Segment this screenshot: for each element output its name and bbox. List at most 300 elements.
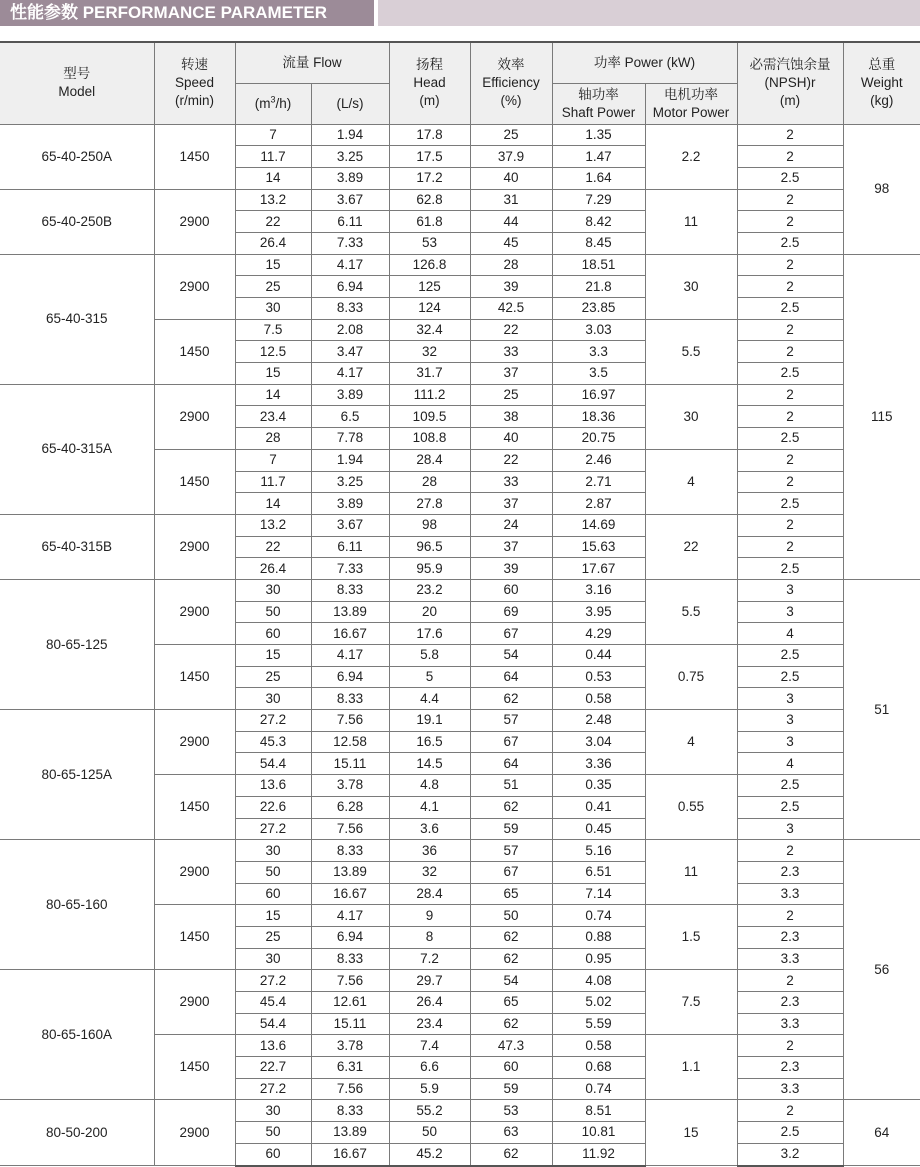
col-header-model: 型号 Model [0, 42, 154, 124]
npsh-cell: 2 [737, 189, 843, 211]
shaft-power-cell: 2.87 [552, 493, 645, 515]
shaft-power-cell: 14.69 [552, 514, 645, 536]
model-cell: 80-65-160A [0, 970, 154, 1100]
motor-power-cell: 5.5 [645, 319, 737, 384]
weight-cell: 98 [843, 124, 920, 254]
npsh-cell: 2.5 [737, 666, 843, 688]
npsh-cell: 2 [737, 384, 843, 406]
npsh-cell: 2 [737, 319, 843, 341]
head-cell: 20 [389, 601, 470, 623]
shaft-power-cell: 3.04 [552, 731, 645, 753]
flow-ls-cell: 7.56 [311, 1078, 389, 1100]
npsh-cell: 4 [737, 623, 843, 645]
efficiency-cell: 67 [470, 731, 552, 753]
flow-ls-cell: 3.67 [311, 514, 389, 536]
shaft-power-cell: 8.45 [552, 232, 645, 254]
speed-cell: 2900 [154, 970, 235, 1035]
speed-cell: 2900 [154, 1100, 235, 1166]
table-row [0, 384, 920, 406]
head-cell: 8 [389, 926, 470, 948]
npsh-cell: 2.3 [737, 1057, 843, 1079]
npsh-cell: 2.5 [737, 167, 843, 189]
head-cell: 5.9 [389, 1078, 470, 1100]
head-cell: 62.8 [389, 189, 470, 211]
speed-cell: 2900 [154, 514, 235, 579]
efficiency-cell: 64 [470, 753, 552, 775]
efficiency-cell: 69 [470, 601, 552, 623]
npsh-cell: 2.5 [737, 493, 843, 515]
col-header-flow-ls: (L/s) [311, 83, 389, 124]
flow-m3h-cell: 27.2 [235, 818, 311, 840]
head-cell: 7.4 [389, 1035, 470, 1057]
head-cell: 23.2 [389, 579, 470, 601]
flow-ls-cell: 13.89 [311, 601, 389, 623]
speed-cell: 1450 [154, 905, 235, 970]
speed-cell: 1450 [154, 775, 235, 840]
npsh-cell: 3.3 [737, 883, 843, 905]
npsh-cell: 3.3 [737, 1078, 843, 1100]
shaft-power-cell: 20.75 [552, 428, 645, 450]
shaft-power-cell: 1.47 [552, 146, 645, 168]
npsh-cell: 2 [737, 341, 843, 363]
shaft-power-cell: 17.67 [552, 558, 645, 580]
head-cell: 28.4 [389, 883, 470, 905]
shaft-power-cell: 0.45 [552, 818, 645, 840]
efficiency-cell: 45 [470, 232, 552, 254]
efficiency-cell: 62 [470, 1143, 552, 1165]
table-row [0, 579, 920, 601]
head-cell: 53 [389, 232, 470, 254]
flow-ls-cell: 16.67 [311, 883, 389, 905]
efficiency-cell: 37 [470, 536, 552, 558]
npsh-cell: 2 [737, 471, 843, 493]
flow-m3h-cell: 27.2 [235, 1078, 311, 1100]
flow-m3h-cell: 30 [235, 840, 311, 862]
model-cell: 80-50-200 [0, 1100, 154, 1166]
flow-ls-cell: 8.33 [311, 1100, 389, 1122]
flow-ls-cell: 1.94 [311, 449, 389, 471]
shaft-power-cell: 21.8 [552, 276, 645, 298]
shaft-power-cell: 3.16 [552, 579, 645, 601]
npsh-cell: 2.5 [737, 645, 843, 667]
table-row [0, 254, 920, 276]
shaft-power-cell: 0.68 [552, 1057, 645, 1079]
flow-ls-cell: 4.17 [311, 254, 389, 276]
shaft-power-cell: 0.41 [552, 796, 645, 818]
flow-ls-cell: 13.89 [311, 861, 389, 883]
flow-m3h-cell: 45.4 [235, 992, 311, 1014]
head-cell: 29.7 [389, 970, 470, 992]
table-row [0, 189, 920, 211]
flow-m3h-cell: 22 [235, 536, 311, 558]
flow-m3h-cell: 7.5 [235, 319, 311, 341]
efficiency-cell: 40 [470, 428, 552, 450]
flow-m3h-cell: 22 [235, 211, 311, 233]
flow-ls-cell: 3.47 [311, 341, 389, 363]
flow-m3h-cell: 26.4 [235, 558, 311, 580]
head-cell: 61.8 [389, 211, 470, 233]
npsh-cell: 2 [737, 536, 843, 558]
table-row [0, 970, 920, 992]
flow-m3h-cell: 13.6 [235, 1035, 311, 1057]
flow-ls-cell: 7.33 [311, 232, 389, 254]
head-cell: 98 [389, 514, 470, 536]
flow-m3h-cell: 27.2 [235, 970, 311, 992]
efficiency-cell: 64 [470, 666, 552, 688]
weight-cell: 115 [843, 254, 920, 579]
efficiency-cell: 65 [470, 992, 552, 1014]
shaft-power-cell: 10.81 [552, 1122, 645, 1144]
npsh-cell: 3.2 [737, 1143, 843, 1165]
section-banner [0, 0, 920, 26]
head-cell: 31.7 [389, 363, 470, 385]
head-cell: 5 [389, 666, 470, 688]
flow-m3h-cell: 13.6 [235, 775, 311, 797]
head-cell: 125 [389, 276, 470, 298]
flow-ls-cell: 12.61 [311, 992, 389, 1014]
efficiency-cell: 62 [470, 1013, 552, 1035]
flow-ls-cell: 8.33 [311, 688, 389, 710]
flow-ls-cell: 4.17 [311, 645, 389, 667]
col-header-efficiency: 效率 Efficiency (%) [470, 42, 552, 124]
flow-m3h-cell: 15 [235, 905, 311, 927]
head-cell: 4.8 [389, 775, 470, 797]
head-cell: 17.5 [389, 146, 470, 168]
efficiency-cell: 62 [470, 688, 552, 710]
shaft-power-cell: 5.16 [552, 840, 645, 862]
head-cell: 109.5 [389, 406, 470, 428]
head-cell: 7.2 [389, 948, 470, 970]
flow-ls-cell: 6.11 [311, 536, 389, 558]
npsh-cell: 2.5 [737, 428, 843, 450]
flow-m3h-cell: 30 [235, 1100, 311, 1122]
flow-m3h-cell: 28 [235, 428, 311, 450]
flow-ls-cell: 16.67 [311, 623, 389, 645]
npsh-cell: 3 [737, 818, 843, 840]
npsh-cell: 2 [737, 406, 843, 428]
table-body [0, 124, 920, 1166]
efficiency-cell: 22 [470, 319, 552, 341]
flow-ls-cell: 6.94 [311, 276, 389, 298]
efficiency-cell: 22 [470, 449, 552, 471]
npsh-cell: 2 [737, 1100, 843, 1122]
shaft-power-cell: 3.03 [552, 319, 645, 341]
shaft-power-cell: 15.63 [552, 536, 645, 558]
npsh-cell: 2 [737, 1035, 843, 1057]
efficiency-cell: 51 [470, 775, 552, 797]
flow-m3h-cell: 25 [235, 926, 311, 948]
flow-m3h-cell: 11.7 [235, 146, 311, 168]
flow-m3h-cell: 22.7 [235, 1057, 311, 1079]
flow-ls-cell: 3.89 [311, 384, 389, 406]
flow-m3h-cell: 54.4 [235, 753, 311, 775]
efficiency-cell: 25 [470, 124, 552, 146]
flow-ls-cell: 6.28 [311, 796, 389, 818]
flow-ls-cell: 15.11 [311, 1013, 389, 1035]
flow-m3h-cell: 11.7 [235, 471, 311, 493]
shaft-power-cell: 11.92 [552, 1143, 645, 1165]
flow-m3h-cell: 12.5 [235, 341, 311, 363]
npsh-cell: 3 [737, 688, 843, 710]
head-cell: 17.6 [389, 623, 470, 645]
efficiency-cell: 57 [470, 840, 552, 862]
shaft-power-cell: 5.02 [552, 992, 645, 1014]
shaft-power-cell: 8.51 [552, 1100, 645, 1122]
flow-ls-cell: 7.78 [311, 428, 389, 450]
flow-m3h-cell: 50 [235, 1122, 311, 1144]
head-cell: 28 [389, 471, 470, 493]
head-cell: 95.9 [389, 558, 470, 580]
efficiency-cell: 37 [470, 493, 552, 515]
npsh-cell: 2.5 [737, 298, 843, 320]
flow-m3h-cell: 45.3 [235, 731, 311, 753]
shaft-power-cell: 1.35 [552, 124, 645, 146]
flow-m3h-cell: 22.6 [235, 796, 311, 818]
flow-ls-cell: 13.89 [311, 1122, 389, 1144]
banner-strip [378, 0, 920, 26]
flow-ls-cell: 3.25 [311, 471, 389, 493]
model-cell: 80-65-125 [0, 579, 154, 709]
shaft-power-cell: 3.5 [552, 363, 645, 385]
speed-cell: 2900 [154, 840, 235, 905]
table-row [0, 840, 920, 862]
shaft-power-cell: 3.3 [552, 341, 645, 363]
efficiency-cell: 65 [470, 883, 552, 905]
col-header-flow: 流量 Flow [235, 42, 389, 83]
col-header-speed: 转速 Speed (r/min) [154, 42, 235, 124]
efficiency-cell: 39 [470, 558, 552, 580]
shaft-power-cell: 0.58 [552, 1035, 645, 1057]
flow-m3h-cell: 60 [235, 883, 311, 905]
speed-cell: 1450 [154, 449, 235, 514]
model-cell: 65-40-250A [0, 124, 154, 189]
npsh-cell: 2.5 [737, 558, 843, 580]
npsh-cell: 2 [737, 254, 843, 276]
flow-m3h-cell: 14 [235, 167, 311, 189]
efficiency-cell: 24 [470, 514, 552, 536]
head-cell: 23.4 [389, 1013, 470, 1035]
flow-ls-cell: 6.5 [311, 406, 389, 428]
efficiency-cell: 60 [470, 1057, 552, 1079]
flow-ls-cell: 6.11 [311, 211, 389, 233]
speed-cell: 1450 [154, 1035, 235, 1100]
speed-cell: 1450 [154, 124, 235, 189]
head-cell: 27.8 [389, 493, 470, 515]
npsh-cell: 2 [737, 514, 843, 536]
npsh-cell: 2.3 [737, 992, 843, 1014]
npsh-cell: 2.5 [737, 796, 843, 818]
npsh-cell: 2 [737, 211, 843, 233]
shaft-power-cell: 0.88 [552, 926, 645, 948]
motor-power-cell: 30 [645, 254, 737, 319]
weight-cell: 51 [843, 579, 920, 839]
npsh-cell: 4 [737, 753, 843, 775]
head-cell: 14.5 [389, 753, 470, 775]
efficiency-cell: 28 [470, 254, 552, 276]
efficiency-cell: 60 [470, 579, 552, 601]
head-cell: 96.5 [389, 536, 470, 558]
head-cell: 16.5 [389, 731, 470, 753]
efficiency-cell: 42.5 [470, 298, 552, 320]
flow-m3h-cell: 60 [235, 623, 311, 645]
npsh-cell: 3 [737, 579, 843, 601]
npsh-cell: 3.3 [737, 948, 843, 970]
shaft-power-cell: 0.74 [552, 1078, 645, 1100]
col-header-motor-power: 电机功率 Motor Power [645, 83, 737, 124]
col-header-flow-m3h: $(m^3/h)$ [235, 83, 311, 124]
flow-ls-cell: 3.89 [311, 167, 389, 189]
npsh-cell: 2 [737, 276, 843, 298]
flow-ls-cell: 12.58 [311, 731, 389, 753]
head-cell: 4.1 [389, 796, 470, 818]
speed-cell: 2900 [154, 384, 235, 449]
flow-ls-cell: 8.33 [311, 579, 389, 601]
shaft-power-cell: 7.14 [552, 883, 645, 905]
head-cell: 3.6 [389, 818, 470, 840]
performance-table [0, 41, 920, 1167]
motor-power-cell: 11 [645, 189, 737, 254]
head-cell: 36 [389, 840, 470, 862]
flow-ls-cell: 6.94 [311, 666, 389, 688]
head-cell: 50 [389, 1122, 470, 1144]
efficiency-cell: 50 [470, 905, 552, 927]
head-cell: 126.8 [389, 254, 470, 276]
npsh-cell: 3 [737, 601, 843, 623]
npsh-cell: 2 [737, 905, 843, 927]
head-cell: 28.4 [389, 449, 470, 471]
shaft-power-cell: 0.74 [552, 905, 645, 927]
npsh-cell: 2.5 [737, 363, 843, 385]
speed-cell: 2900 [154, 579, 235, 644]
npsh-cell: 2.5 [737, 1122, 843, 1144]
npsh-cell: 2.5 [737, 775, 843, 797]
flow-ls-cell: 7.56 [311, 710, 389, 732]
npsh-cell: 3 [737, 731, 843, 753]
flow-ls-cell: 3.25 [311, 146, 389, 168]
efficiency-cell: 59 [470, 818, 552, 840]
efficiency-cell: 62 [470, 796, 552, 818]
table-row [0, 124, 920, 146]
flow-m3h-cell: 15 [235, 254, 311, 276]
efficiency-cell: 39 [470, 276, 552, 298]
flow-m3h-cell: 7 [235, 449, 311, 471]
flow-ls-cell: 2.08 [311, 319, 389, 341]
motor-power-cell: 4 [645, 710, 737, 775]
speed-cell: 1450 [154, 645, 235, 710]
flow-ls-cell: 4.17 [311, 363, 389, 385]
shaft-power-cell: 16.97 [552, 384, 645, 406]
flow-ls-cell: 6.31 [311, 1057, 389, 1079]
shaft-power-cell: 2.71 [552, 471, 645, 493]
efficiency-cell: 67 [470, 623, 552, 645]
motor-power-cell: 1.1 [645, 1035, 737, 1100]
flow-ls-cell: 8.33 [311, 948, 389, 970]
head-cell: 26.4 [389, 992, 470, 1014]
model-cell: 65-40-315B [0, 514, 154, 579]
flow-ls-cell: 1.94 [311, 124, 389, 146]
flow-m3h-cell: 14 [235, 384, 311, 406]
flow-m3h-cell: 25 [235, 666, 311, 688]
model-cell: 80-65-160 [0, 840, 154, 970]
flow-ls-cell: 4.17 [311, 905, 389, 927]
flow-ls-cell: 3.78 [311, 1035, 389, 1057]
efficiency-cell: 25 [470, 384, 552, 406]
head-cell: 45.2 [389, 1143, 470, 1165]
shaft-power-cell: 7.29 [552, 189, 645, 211]
flow-m3h-cell: 14 [235, 493, 311, 515]
flow-ls-cell: 7.33 [311, 558, 389, 580]
head-cell: 111.2 [389, 384, 470, 406]
efficiency-cell: 62 [470, 926, 552, 948]
shaft-power-cell: 3.36 [552, 753, 645, 775]
npsh-cell: 3.3 [737, 1013, 843, 1035]
flow-m3h-cell: 30 [235, 579, 311, 601]
flow-ls-cell: 8.33 [311, 298, 389, 320]
motor-power-cell: 11 [645, 840, 737, 905]
head-cell: 32.4 [389, 319, 470, 341]
flow-ls-cell: 15.11 [311, 753, 389, 775]
head-cell: 9 [389, 905, 470, 927]
model-cell: 65-40-250B [0, 189, 154, 254]
efficiency-cell: 47.3 [470, 1035, 552, 1057]
npsh-cell: 2 [737, 840, 843, 862]
weight-cell: 56 [843, 840, 920, 1100]
weight-cell: 64 [843, 1100, 920, 1166]
head-cell: 124 [389, 298, 470, 320]
npsh-cell: 2 [737, 146, 843, 168]
flow-m3h-cell: 30 [235, 688, 311, 710]
flow-ls-cell: 7.56 [311, 970, 389, 992]
col-header-weight: 总重 Weight (kg) [843, 42, 920, 124]
efficiency-cell: 33 [470, 341, 552, 363]
efficiency-cell: 62 [470, 948, 552, 970]
npsh-cell: 2 [737, 449, 843, 471]
flow-m3h-cell: 23.4 [235, 406, 311, 428]
flow-ls-cell: 3.78 [311, 775, 389, 797]
head-cell: 4.4 [389, 688, 470, 710]
shaft-power-cell: 4.08 [552, 970, 645, 992]
shaft-power-cell: 0.35 [552, 775, 645, 797]
motor-power-cell: 2.2 [645, 124, 737, 189]
efficiency-cell: 33 [470, 471, 552, 493]
speed-cell: 1450 [154, 319, 235, 384]
flow-m3h-cell: 30 [235, 948, 311, 970]
npsh-cell: 2 [737, 124, 843, 146]
shaft-power-cell: 18.51 [552, 254, 645, 276]
shaft-power-cell: 2.46 [552, 449, 645, 471]
flow-m3h-cell: 25 [235, 276, 311, 298]
shaft-power-cell: 3.95 [552, 601, 645, 623]
speed-cell: 2900 [154, 189, 235, 254]
model-cell: 65-40-315A [0, 384, 154, 514]
table-row [0, 514, 920, 536]
col-header-power: 功率 Power (kW) [552, 42, 737, 83]
efficiency-cell: 63 [470, 1122, 552, 1144]
speed-cell: 2900 [154, 254, 235, 319]
head-cell: 19.1 [389, 710, 470, 732]
flow-ls-cell: 3.89 [311, 493, 389, 515]
efficiency-cell: 40 [470, 167, 552, 189]
flow-m3h-cell: 15 [235, 363, 311, 385]
col-header-head: 扬程 Head (m) [389, 42, 470, 124]
shaft-power-cell: 0.58 [552, 688, 645, 710]
flow-m3h-cell: 13.2 [235, 514, 311, 536]
flow-m3h-cell: 13.2 [235, 189, 311, 211]
shaft-power-cell: 5.59 [552, 1013, 645, 1035]
efficiency-cell: 38 [470, 406, 552, 428]
flow-m3h-cell: 50 [235, 601, 311, 623]
efficiency-cell: 37.9 [470, 146, 552, 168]
